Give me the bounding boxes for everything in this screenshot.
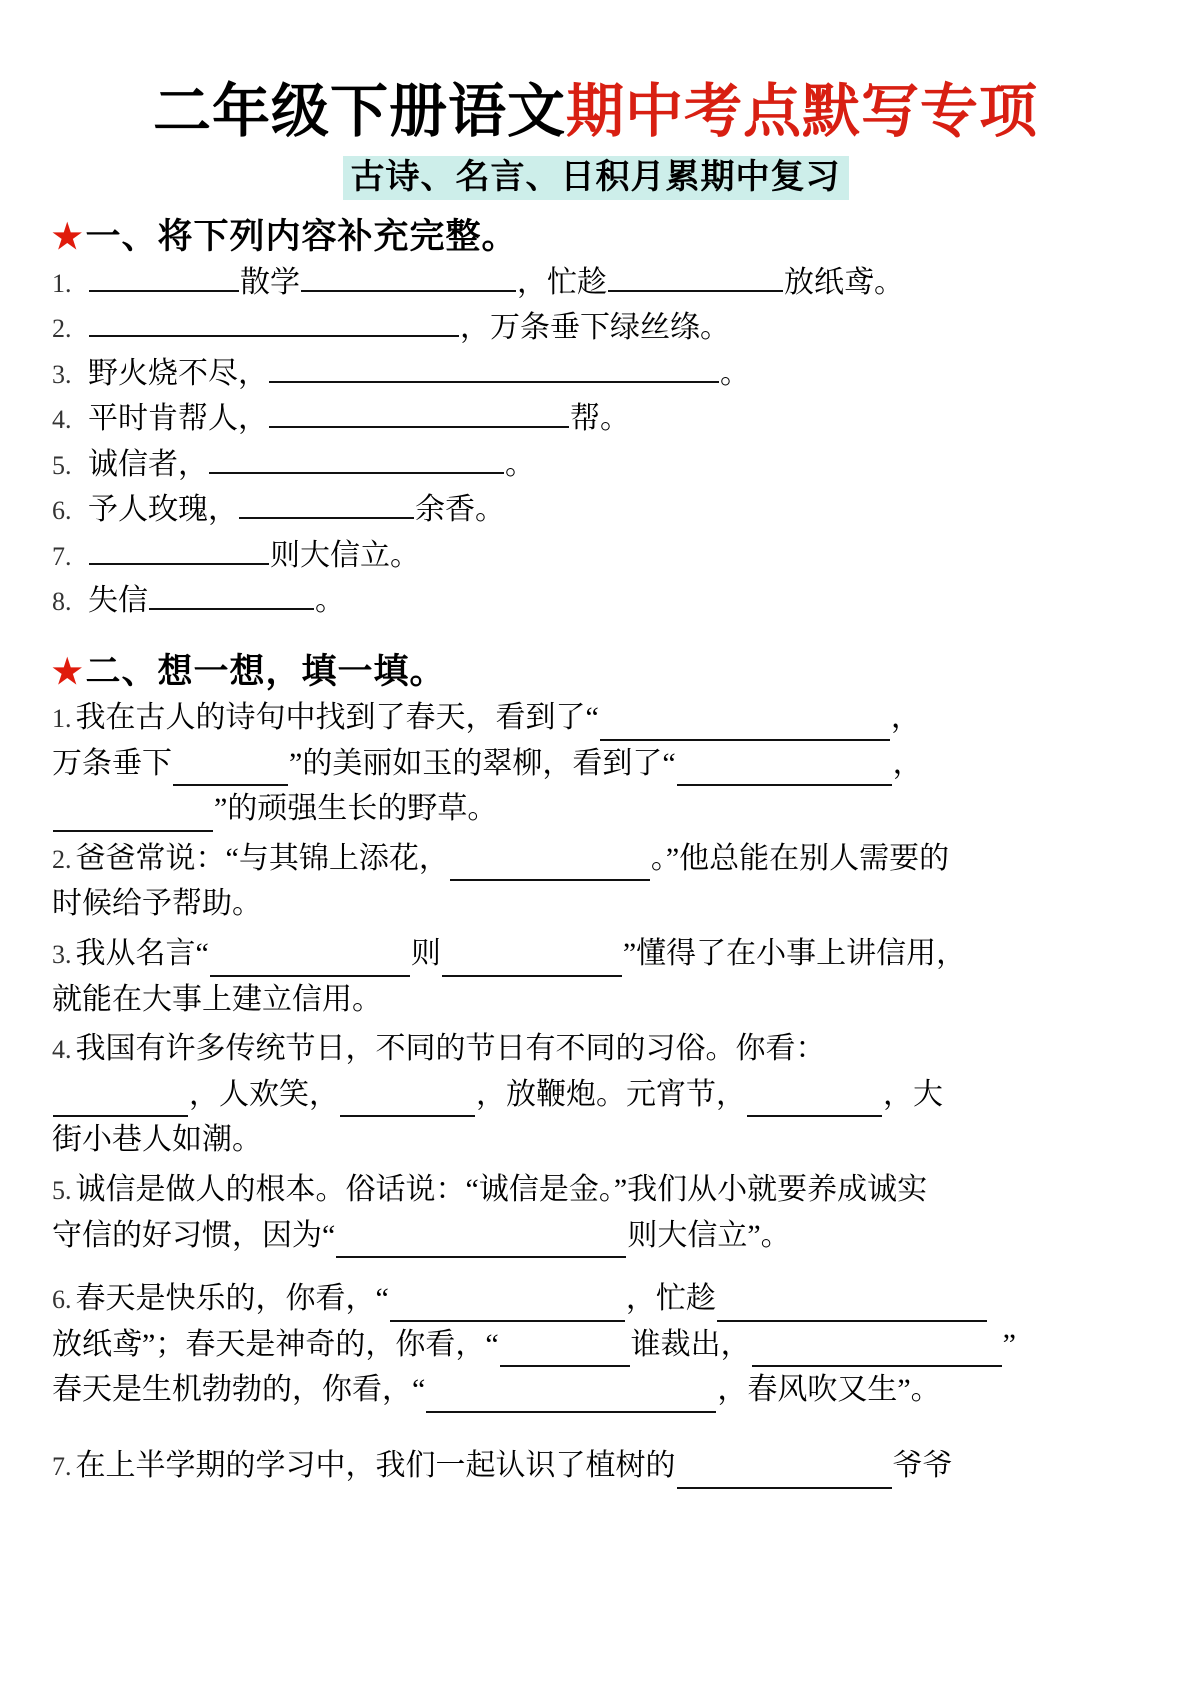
item-number: 8. — [52, 587, 72, 616]
item-text: ，万条垂下绿丝绦。 — [460, 311, 730, 344]
question-text: ”的美丽如玉的翠柳，看到了“ — [289, 746, 676, 780]
question-text: 时候给予帮助。 — [52, 887, 262, 921]
question-text: 在上半学期的学习中，我们一起认识了植树的 — [75, 1448, 676, 1482]
question-text: 街小巷人如潮。 — [52, 1123, 262, 1157]
star-icon: ★ — [52, 217, 84, 258]
item-text: 余香。 — [415, 493, 505, 526]
question-text: 我在古人的诗句中找到了春天，看到了“ — [75, 701, 599, 734]
item-text: 。 — [720, 356, 750, 390]
answer-blank[interactable] — [89, 261, 239, 292]
item-text: 帮。 — [570, 402, 630, 435]
answer-blank[interactable] — [269, 398, 569, 429]
section-1-heading — [52, 218, 1139, 257]
question-line — [52, 977, 1139, 1023]
item-content — [88, 579, 345, 623]
answer-blank[interactable] — [677, 1458, 892, 1489]
star-icon: ★ — [52, 651, 84, 692]
fill-in-item — [52, 306, 1139, 350]
item-text: 平时肯帮人， — [88, 402, 268, 435]
answer-blank[interactable] — [173, 756, 288, 787]
question-number: 1. — [52, 704, 72, 733]
answer-blank[interactable] — [442, 946, 622, 977]
item-content — [88, 352, 750, 396]
item-content — [88, 443, 535, 487]
answer-blank[interactable] — [269, 352, 719, 383]
answer-blank[interactable] — [450, 851, 650, 882]
item-text: 则大信立。 — [270, 538, 420, 572]
fill-in-question — [52, 836, 1139, 927]
answer-blank[interactable] — [600, 710, 890, 741]
question-text: 万条垂下 — [52, 746, 172, 780]
page-title — [52, 0, 1139, 145]
fill-in-question — [52, 1443, 1139, 1489]
question-number: 6. — [52, 1285, 72, 1315]
item-content — [88, 261, 904, 305]
question-text: ， — [890, 701, 921, 734]
question-line — [52, 1117, 1139, 1163]
item-text: 失信 — [88, 584, 148, 617]
question-text: 我从名言“ — [75, 936, 209, 970]
answer-blank[interactable] — [336, 1228, 626, 1259]
answer-blank[interactable] — [89, 307, 459, 338]
question-text: 春天是生机勃勃的，你看，“ — [52, 1373, 426, 1407]
question-number: 2. — [52, 844, 72, 874]
item-text: ，忙趁 — [517, 265, 607, 299]
question-text: 则 — [410, 936, 441, 970]
item-text: 野火烧不尽， — [88, 356, 268, 390]
item-number: 5. — [52, 450, 72, 480]
item-number: 6. — [52, 496, 72, 525]
question-text: 就能在大事上建立信用。 — [52, 982, 382, 1016]
question-text: ，放鞭炮。元宵节， — [476, 1077, 746, 1111]
question-line — [52, 786, 1139, 832]
item-text: 。 — [315, 584, 345, 617]
item-text: 。 — [505, 447, 535, 481]
question-line — [52, 1072, 1139, 1118]
question-line — [52, 695, 1139, 741]
fill-in-item — [52, 352, 1139, 396]
answer-blank[interactable] — [149, 580, 314, 611]
title-red-part: 期中考点默写专项 — [566, 77, 1039, 145]
question-text: 诚信是做人的根本。俗话说：“诚信是金。”我们从小就要养成诚实 — [75, 1172, 928, 1206]
answer-blank[interactable] — [608, 261, 783, 292]
item-text: 诚信者， — [88, 447, 208, 481]
item-number: 3. — [52, 359, 72, 389]
item-content — [88, 534, 420, 578]
item-content — [88, 397, 630, 441]
section-2-heading — [52, 650, 1139, 692]
question-text: ，春风吹又生”。 — [717, 1373, 941, 1407]
fill-in-item — [52, 261, 1139, 305]
answer-blank[interactable] — [53, 1087, 188, 1118]
answer-blank[interactable] — [390, 1291, 625, 1322]
question-number: 3. — [52, 939, 72, 969]
question-text: ” — [1002, 1327, 1016, 1361]
item-number: 2. — [52, 314, 72, 343]
answer-blank[interactable] — [677, 756, 892, 787]
question-line — [52, 836, 1139, 882]
section-2-heading-text: 二、想一想，填一填。 — [85, 650, 446, 692]
answer-blank[interactable] — [752, 1337, 1002, 1368]
fill-in-item — [52, 443, 1139, 487]
question-text: 爸爸常说：“与其锦上添花， — [75, 841, 449, 875]
question-text: ，人欢笑， — [189, 1077, 339, 1111]
answer-blank[interactable] — [210, 946, 410, 977]
question-text: 。”他总能在别人需要的 — [650, 841, 950, 875]
item-text: 放纸鸢。 — [784, 265, 904, 299]
answer-blank[interactable] — [301, 261, 516, 292]
answer-blank[interactable] — [747, 1087, 882, 1118]
title-black-part: 二年级下册语文 — [152, 77, 566, 145]
fill-in-question — [52, 1026, 1139, 1163]
fill-in-question — [52, 1276, 1139, 1413]
question-text: 谁裁出， — [630, 1327, 751, 1361]
question-line — [52, 1367, 1139, 1413]
item-content — [88, 306, 730, 350]
item-text: 予人玫瑰， — [88, 493, 238, 526]
subtitle-highlight: 古诗、名言、日积月累期中复习 — [343, 156, 849, 200]
question-text: ，大 — [883, 1077, 943, 1111]
question-text: ”的顽强生长的野草。 — [214, 792, 498, 826]
answer-blank[interactable] — [89, 534, 269, 565]
fill-in-item — [52, 534, 1139, 578]
question-number: 7. — [52, 1451, 72, 1481]
fill-in-question — [52, 1167, 1139, 1258]
question-line — [52, 1167, 1139, 1213]
item-text: 散学 — [240, 265, 300, 299]
question-text: ， — [892, 746, 923, 780]
question-line — [52, 1026, 1139, 1072]
item-number: 4. — [52, 405, 72, 434]
question-text: 我国有许多传统节日，不同的节日有不同的习俗。你看： — [75, 1032, 826, 1066]
question-text: 守信的好习惯，因为“ — [52, 1218, 336, 1252]
question-number: 4. — [52, 1035, 72, 1065]
question-line — [52, 1276, 1139, 1322]
item-number: 7. — [52, 541, 72, 571]
question-text: ，忙趁 — [625, 1282, 716, 1316]
answer-blank[interactable] — [717, 1291, 987, 1322]
question-text: 放纸鸢”；春天是神奇的，你看，“ — [52, 1327, 499, 1361]
question-number: 5. — [52, 1175, 72, 1205]
item-number: 1. — [52, 268, 72, 298]
question-line — [52, 741, 1139, 787]
question-line — [52, 881, 1139, 927]
answer-blank[interactable] — [209, 443, 504, 474]
answer-blank[interactable] — [239, 489, 414, 520]
fill-in-question — [52, 931, 1139, 1022]
section-2-question-list — [52, 695, 1139, 1489]
question-line — [52, 931, 1139, 977]
answer-blank[interactable] — [500, 1337, 630, 1368]
fill-in-item — [52, 579, 1139, 623]
question-text: ”懂得了在小事上讲信用， — [622, 936, 967, 970]
page-subtitle — [52, 156, 1139, 200]
answer-blank[interactable] — [340, 1087, 475, 1118]
fill-in-item — [52, 488, 1139, 532]
question-line — [52, 1443, 1139, 1489]
fill-in-question — [52, 695, 1139, 832]
question-text: 爷爷 — [892, 1448, 953, 1482]
answer-blank[interactable] — [53, 801, 213, 832]
question-text: 春天是快乐的，你看，“ — [75, 1282, 389, 1316]
question-line — [52, 1322, 1139, 1368]
item-content — [88, 488, 505, 532]
section-1-item-list — [52, 261, 1139, 623]
question-text: 则大信立”。 — [627, 1218, 791, 1252]
fill-in-item — [52, 397, 1139, 441]
section-1-heading-text: 一、将下列内容补充完整。 — [85, 216, 518, 257]
question-line — [52, 1213, 1139, 1259]
answer-blank[interactable] — [426, 1382, 716, 1413]
